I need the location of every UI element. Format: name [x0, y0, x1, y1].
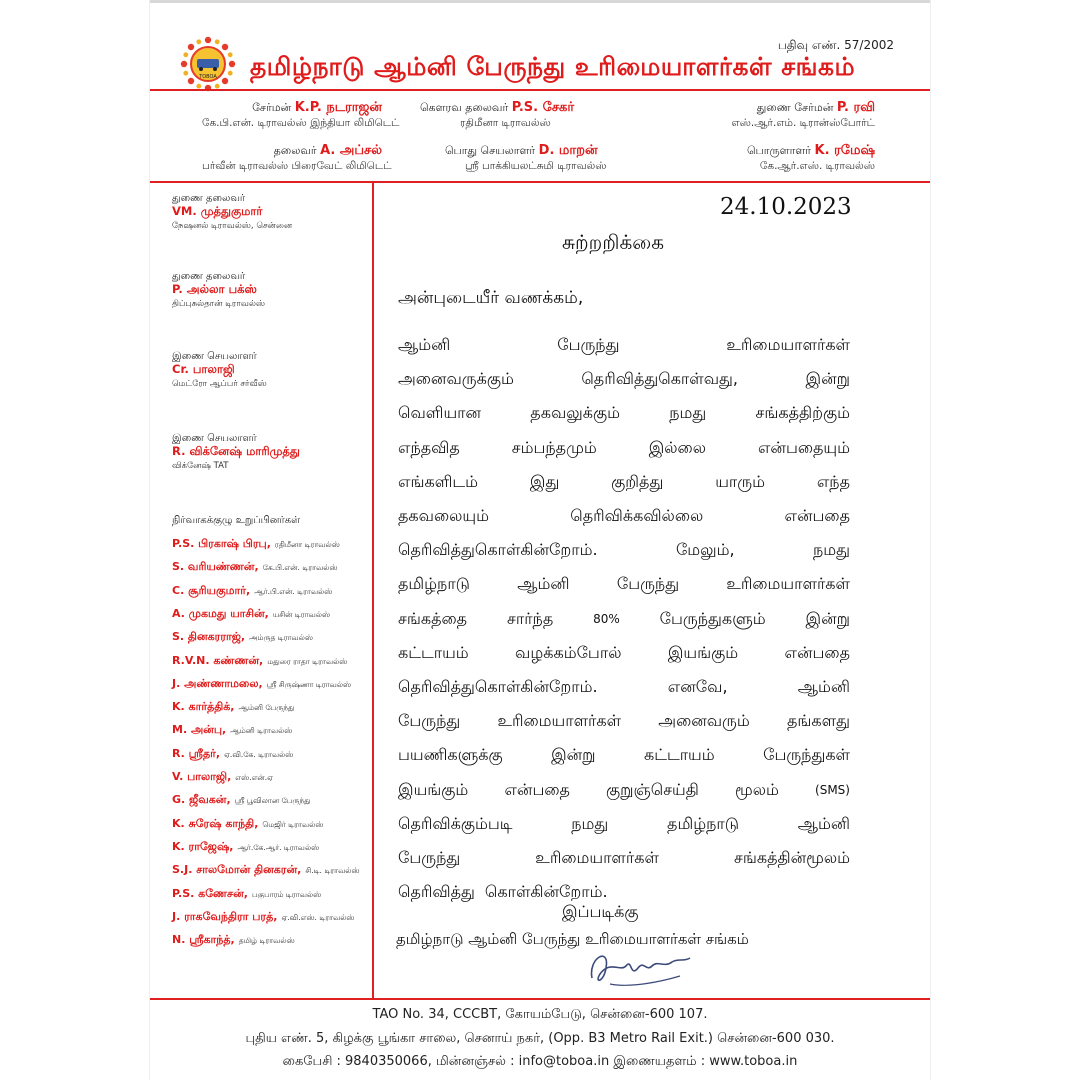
member-name: C. சூரியகுமார், [172, 583, 251, 597]
letter-word: சங்கத்தை [398, 608, 468, 628]
member-company: ஏ.வி.கே. டிராவல்ஸ் [224, 749, 294, 759]
official-general-secretary [445, 143, 607, 174]
official-vice-chairman [695, 100, 875, 131]
letterhead-page [150, 0, 930, 1080]
letter-word: நமது [812, 540, 850, 560]
letter-line [398, 533, 850, 567]
letter-subject: சுற்றறிக்கை [562, 230, 664, 254]
official-name: P. ரவி [836, 100, 875, 115]
letter-word: மேலும், [675, 540, 735, 560]
bearer-name: VM. முத்துகுமார் [172, 204, 263, 218]
official-name: A. அப்சல் [320, 143, 382, 158]
letter-word: ஆம்னி [797, 813, 850, 833]
letter-word: பேருந்துகள் [763, 745, 850, 765]
letter-word: ஆம்னி [517, 574, 570, 594]
member-company: அம்ருத டிராவல்ஸ் [249, 633, 313, 643]
member-name: R. ஸ்ரீதர், [172, 746, 221, 760]
letter-word: இல்லை [648, 437, 706, 457]
letter-word: தெரிவித்துகொள்கின்றோம். [398, 677, 598, 697]
member-name: G. ஜீவகன், [172, 793, 231, 807]
member-company: ஆம்னி டிராவல்ஸ் [230, 726, 293, 736]
official-role: தலைவர் [273, 144, 317, 157]
letter-word: உரிமையாளர்கள் [726, 574, 850, 594]
letter-line [398, 465, 850, 499]
member-company: எஸ்.என்.ஏ [235, 773, 273, 782]
letter-word: சங்கத்திற்கும் [755, 403, 850, 423]
letter-line [398, 841, 850, 875]
member-name: P.S. பிரகாஷ் பிரபு, [172, 537, 271, 550]
official-president [202, 143, 392, 174]
committee-member [172, 770, 273, 785]
official-company: எஸ்.ஆர்.எம். டிரான்ஸ்போர்ட் [731, 117, 875, 129]
letter-word: பேருந்து [398, 848, 461, 868]
letter-word: தெரிவித்துகொள்கின்றோம். [398, 540, 598, 560]
top-strip [150, 0, 930, 3]
letter-word: என்பதையும் [757, 437, 850, 457]
signature-icon [580, 938, 700, 994]
member-name: K. சுரேஷ் காந்தி, [172, 816, 259, 830]
bearer-company: திப்புசுல்தான் டிராவல்ஸ் [172, 299, 266, 309]
letter-line [398, 773, 850, 807]
letter-word: தெரிவிக்கவில்லை [570, 506, 704, 526]
letter-word: எங்களிடம் [398, 471, 479, 491]
association-title: தமிழ்நாடு ஆம்னி பேருந்து உரிமையாளர்கள் சங்கம் [250, 52, 856, 81]
member-company: சி.டி. டிராவல்ஸ் [305, 866, 360, 876]
letter-word: எந்த [816, 471, 850, 491]
letter-word: எந்தவித [398, 437, 460, 457]
member-company: ஸ்ரீ சிருஷ்ணா டிராவல்ஸ் [266, 679, 352, 689]
letter-closing: இப்படிக்கு [562, 902, 639, 921]
bearer-role: துணை தலைவர் [172, 193, 246, 204]
footer-address-2: புதிய எண். 5, கிழக்கு பூங்கா சாலை, செனாய் நகர், (Opp. B3 Metro Rail Exit.) சென்னை-600 030. [245, 1031, 835, 1046]
sidebar-divider [372, 183, 374, 998]
sidebar-bearer [172, 350, 267, 391]
committee-heading: நிர்வாகக்குழு உறுப்பினர்கள் [172, 515, 301, 526]
official-role: பொது செயலாளர் [445, 144, 536, 157]
member-name: K. ராஜேஷ், [172, 839, 234, 853]
letter-word: இன்று [551, 745, 596, 765]
committee-member [172, 817, 323, 832]
letter-word: குறித்து [611, 471, 664, 491]
letter-word: அனைவருக்கும் [398, 369, 514, 389]
member-name: J. ராகவேந்திரா பரத், [172, 909, 278, 923]
header-rule [150, 89, 930, 91]
svg-text:TOBOA: TOBOA [199, 74, 217, 80]
letter-word: உரிமையாளர்கள் [535, 848, 659, 868]
letter-word: இயங்கும் [398, 779, 469, 799]
letter-word: நமது [669, 403, 707, 423]
member-name: M. அன்பு, [172, 723, 227, 737]
letter-word: சம்பந்தமும் [511, 437, 597, 457]
member-company: பகுபாரம் டிராவல்ஸ் [251, 889, 322, 899]
letter-word: தகவலையும் [398, 506, 489, 526]
letter-word: உரிமையாளர்கள் [497, 711, 622, 731]
letter-word: தமிழ்நாடு [667, 813, 739, 833]
official-honorary-president [420, 100, 574, 131]
bearer-name: Cr. பாலாஜி [172, 362, 235, 376]
letter-word: உரிமையாளர்கள் [726, 335, 850, 354]
letter-word: வெளியான [398, 403, 482, 423]
letter-word: சங்கத்தின்மூலம் [733, 848, 850, 868]
member-company: மெஜிர் டிராவல்ஸ் [262, 819, 324, 829]
letter-word: குறுஞ்செய்தி [606, 779, 699, 799]
member-name: K. கார்த்திக், [172, 700, 235, 714]
letter-word: கொள்கின்றோம். [484, 882, 608, 902]
official-company: ஸ்ரீ பாக்கியலட்சுமி டிராவல்ஸ் [465, 160, 607, 172]
officials-rule [150, 181, 930, 183]
letter-line [398, 602, 850, 636]
letter-word: (SMS) [815, 782, 850, 797]
member-company: யசின் டிராவல்ஸ் [272, 609, 331, 619]
association-emblem-icon [180, 36, 236, 92]
official-role: துணை சேர்மன் [756, 101, 834, 114]
member-company: ஆம்னி பேருந்து [238, 703, 295, 713]
committee-member [172, 863, 360, 878]
official-name: P.S. சேகர் [511, 100, 575, 115]
committee-member [172, 630, 313, 645]
official-role: கௌரவ தலைவர் [420, 101, 509, 114]
bearer-role: துணை தலைவர் [172, 271, 246, 282]
bearer-company: நேஷனல் டிராவல்ஸ், சென்னை [172, 221, 293, 231]
official-treasurer [695, 143, 875, 174]
letter-line [398, 636, 850, 670]
letter-word: தெரிவிக்கும்படி [398, 813, 513, 833]
letter-date: 24.10.2023 [720, 194, 852, 220]
member-name: J. அண்ணாமலை, [172, 676, 263, 690]
bearer-role: இணை செயலாளர் [172, 433, 257, 444]
bearer-name: P. அல்லா பக்ஸ் [172, 282, 257, 296]
letter-line [398, 396, 850, 430]
letter-word: பேருந்துகளும் [659, 608, 766, 628]
letter-line [398, 328, 850, 362]
letter-word: என்பதை [784, 642, 850, 662]
member-company: தமிழ் டிராவல்ஸ் [238, 936, 295, 946]
member-name: P.S. கணேசன், [172, 886, 248, 900]
official-company: பர்வீன் டிராவல்ஸ் பிரைவேட் லிமிடெட் [202, 160, 392, 172]
member-company: ஏ.வி.எஸ். டிராவல்ஸ் [281, 912, 355, 922]
committee-member [172, 910, 355, 925]
letter-word: இயங்கும் [667, 642, 739, 662]
letter-word: மூலம் [735, 779, 779, 799]
committee-member [172, 747, 293, 762]
committee-member [172, 654, 347, 669]
letter-word: தகவலுக்கும் [530, 403, 620, 423]
bearer-role: இணை செயலாளர் [172, 351, 257, 362]
official-chairman [202, 100, 400, 131]
letter-word: அனைவரும் [658, 711, 750, 731]
letter-word: தங்களது [786, 711, 850, 731]
letter-word: 80% [593, 611, 620, 626]
official-name: K. ரமேஷ் [814, 143, 875, 158]
official-name: D. மாறன் [538, 143, 598, 158]
letter-word: என்பதை [784, 506, 850, 526]
letter-word: தெரிவித்துகொள்வது, [581, 369, 738, 389]
member-name: S. தினகரராஜ், [172, 630, 246, 644]
committee-member [172, 700, 295, 715]
letter-line [398, 499, 850, 533]
sidebar-bearer [172, 432, 300, 473]
bearer-company: மெட்ரோ ஆப்பர் சர்வீஸ் [172, 379, 267, 389]
official-role: சேர்மன் [252, 101, 292, 114]
footer-address-1: TAO No. 34, CCCBT, கோயம்பேடு, சென்னை-600 107. [372, 1007, 708, 1022]
letter-line [398, 431, 850, 465]
letter-line [398, 807, 850, 841]
committee-member [172, 584, 332, 599]
letter-word: தமிழ்நாடு [398, 574, 470, 594]
committee-member [172, 723, 292, 738]
letter-word: பேருந்து [398, 711, 461, 731]
letter-word: பயணிகளுக்கு [398, 745, 503, 765]
letter-word: ஆம்னி [797, 677, 850, 697]
letter-word: வழக்கம்போல் [515, 642, 622, 662]
member-name: A. முகமது யாசின், [172, 606, 269, 620]
letter-line [398, 362, 850, 396]
member-company: மதுரை ராதா டிராவல்ஸ் [267, 656, 348, 666]
member-company: ஸ்ரீ பூவிலான பேருந்து [234, 796, 311, 806]
letter-word: பேருந்து [616, 574, 680, 594]
registration-number: பதிவு எண். 57/2002 [777, 38, 894, 52]
footer-contact: கைபேசி : 9840350066, மின்னஞ்சல் : info@toboa.in இணையதளம் : www.toboa.in [282, 1054, 798, 1069]
letter-greeting: அன்புடையீர் வணக்கம், [398, 288, 584, 308]
bearer-name: R. விக்னேஷ் மாரிமுத்து [172, 444, 300, 458]
letter-line [398, 704, 850, 738]
letter-word: தெரிவித்து [398, 882, 475, 902]
member-company: ஆர்.கே.ஆர். டிராவல்ஸ் [237, 842, 320, 852]
committee-member [172, 560, 338, 575]
member-name: S. வரியண்ணன், [172, 560, 259, 574]
committee-member [172, 840, 319, 855]
member-name: S.J. சாலமோன் தினகரன், [172, 863, 302, 877]
letter-word: யாரும் [715, 471, 765, 491]
sidebar-bearer [172, 270, 265, 311]
letter-word: ஆம்னி [398, 335, 451, 354]
member-company: ரதிமீனா டிராவல்ஸ் [274, 540, 340, 549]
letter-word: கட்டாயம் [643, 745, 715, 765]
letter-word: இன்று [805, 369, 850, 389]
sidebar-bearer [172, 192, 292, 233]
letter-word: சார்ந்த [506, 608, 554, 628]
letter-word: எனவே, [667, 677, 728, 697]
letter-line [398, 670, 850, 704]
letter-line [398, 567, 850, 601]
committee-member [172, 677, 351, 692]
committee-member [172, 607, 330, 622]
member-name: V. பாலாஜி, [172, 770, 232, 783]
letter-word: இன்று [805, 608, 850, 628]
member-name: N. ஸ்ரீகாந்த், [172, 933, 235, 947]
official-company: கே.பி.என். டிராவல்ஸ் இந்தியா லிமிடெட் [202, 117, 400, 129]
letter-line [398, 738, 850, 772]
letter-word: என்பதை [504, 779, 570, 799]
letter-signatory: தமிழ்நாடு ஆம்னி பேருந்து உரிமையாளர்கள் சங்கம் [396, 930, 749, 948]
member-company: ஆர்.பி.என். டிராவல்ஸ் [254, 586, 333, 596]
bearer-company: விக்னேஷ் TAT [172, 461, 229, 471]
committee-member [172, 887, 321, 902]
member-company: கே.பி.என். டிராவல்ஸ் [262, 563, 338, 573]
letter-word: கட்டாயம் [398, 642, 469, 662]
official-company: ரதிமீனா டிராவல்ஸ் [460, 117, 551, 129]
footer-rule [150, 998, 930, 1000]
letter-body [398, 328, 850, 909]
letter-word: நமது [571, 813, 609, 833]
official-role: பொருளாளர் [746, 144, 811, 157]
committee-member [172, 793, 311, 808]
letter-word: இது [529, 471, 560, 491]
committee-member [172, 933, 295, 948]
official-name: K.P. நடராஜன் [294, 100, 382, 115]
official-company: கே.ஆர்.எஸ். டிராவல்ஸ் [759, 160, 875, 172]
member-name: R.V.N. கண்ணன், [172, 653, 264, 667]
letter-word: பேருந்து [557, 335, 620, 354]
committee-member [172, 537, 340, 552]
